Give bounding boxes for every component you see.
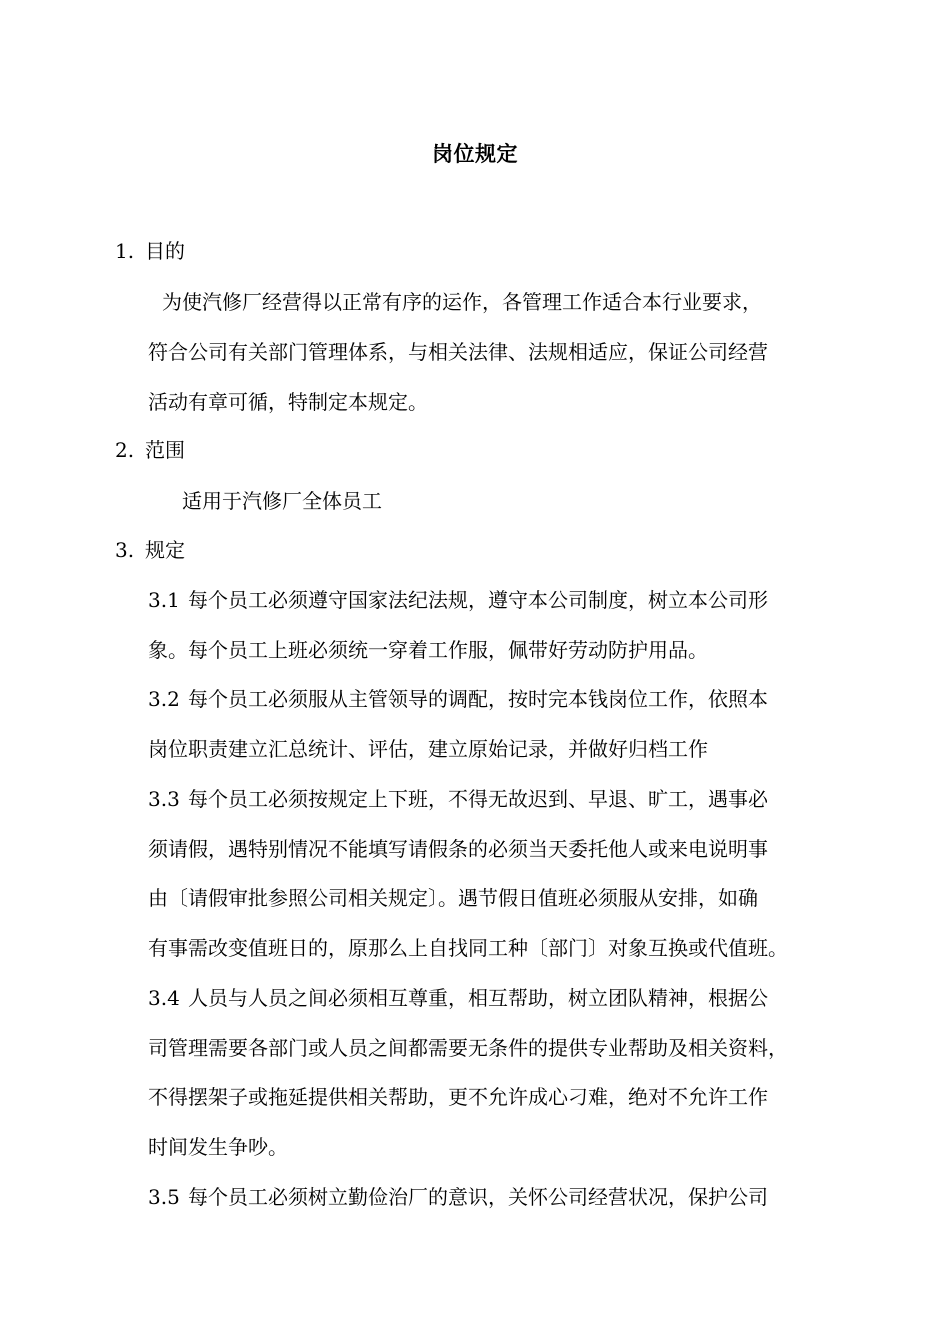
section-heading-purpose bbox=[115, 238, 185, 264]
clause-3-1-first-line bbox=[148, 587, 768, 613]
section-number: 3. bbox=[115, 538, 135, 562]
clause-3-3-first-line bbox=[148, 786, 768, 812]
section-title: 规定 bbox=[145, 538, 185, 562]
paragraph-line: 有事需改变值班日的，原那么上自找同工种〔部门〕对象互换或代值班。 bbox=[148, 936, 788, 960]
clause-number: 3.5 bbox=[148, 1185, 180, 1209]
paragraph-line: 司管理需要各部门或人员之间都需要无条件的提供专业帮助及相关资料， bbox=[148, 1036, 788, 1060]
clause-number: 3.1 bbox=[148, 588, 180, 612]
paragraph-line: 活动有章可循，特制定本规定。 bbox=[148, 390, 428, 414]
section-heading-scope bbox=[115, 437, 185, 463]
clause-3-5-first-line bbox=[148, 1184, 768, 1210]
paragraph-line: 为使汽修厂经营得以正常有序的运作，各管理工作适合本行业要求， bbox=[162, 290, 762, 314]
paragraph-line: 时间发生争吵。 bbox=[148, 1135, 288, 1159]
clause-text: 人员与人员之间必须相互尊重，相互帮助，树立团队精神，根据公 bbox=[188, 986, 768, 1010]
clause-number: 3.3 bbox=[148, 787, 180, 811]
section-number: 2. bbox=[115, 438, 135, 462]
paragraph-line: 岗位职责建立汇总统计、评估，建立原始记录，并做好归档工作 bbox=[148, 737, 708, 761]
paragraph-line: 符合公司有关部门管理体系，与相关法律、法规相适应，保证公司经营 bbox=[148, 340, 768, 364]
clause-number: 3.2 bbox=[148, 687, 180, 711]
section-heading-rules bbox=[115, 537, 185, 563]
clause-text: 每个员工必须树立勤俭治厂的意识，关怀公司经营状况，保护公司 bbox=[188, 1185, 768, 1209]
clause-text: 每个员工必须按规定上下班，不得无故迟到、早退、旷工，遇事必 bbox=[188, 787, 768, 811]
clause-text: 每个员工必须服从主管领导的调配，按时完本钱岗位工作，依照本 bbox=[188, 687, 768, 711]
section-title: 范围 bbox=[145, 438, 185, 462]
paragraph-line: 须请假，遇特别情况不能填写请假条的必须当天委托他人或来电说明事 bbox=[148, 837, 768, 861]
clause-number: 3.4 bbox=[148, 986, 180, 1010]
section-number: 1. bbox=[115, 239, 135, 263]
clause-3-2-first-line bbox=[148, 686, 768, 712]
paragraph-line: 象。每个员工上班必须统一穿着工作服，佩带好劳动防护用品。 bbox=[148, 638, 708, 662]
section-title: 目的 bbox=[145, 239, 185, 263]
paragraph-line: 适用于汽修厂全体员工 bbox=[182, 489, 382, 513]
clause-text: 每个员工必须遵守国家法纪法规，遵守本公司制度，树立本公司形 bbox=[188, 588, 768, 612]
paragraph-line: 由〔请假审批参照公司相关规定〕。遇节假日值班必须服从安排，如确 bbox=[148, 886, 758, 910]
paragraph-line: 不得摆架子或拖延提供相关帮助，更不允许成心刁难，绝对不允许工作 bbox=[148, 1085, 768, 1109]
clause-3-4-first-line bbox=[148, 985, 768, 1011]
document-title: 岗位规定 bbox=[432, 141, 518, 166]
